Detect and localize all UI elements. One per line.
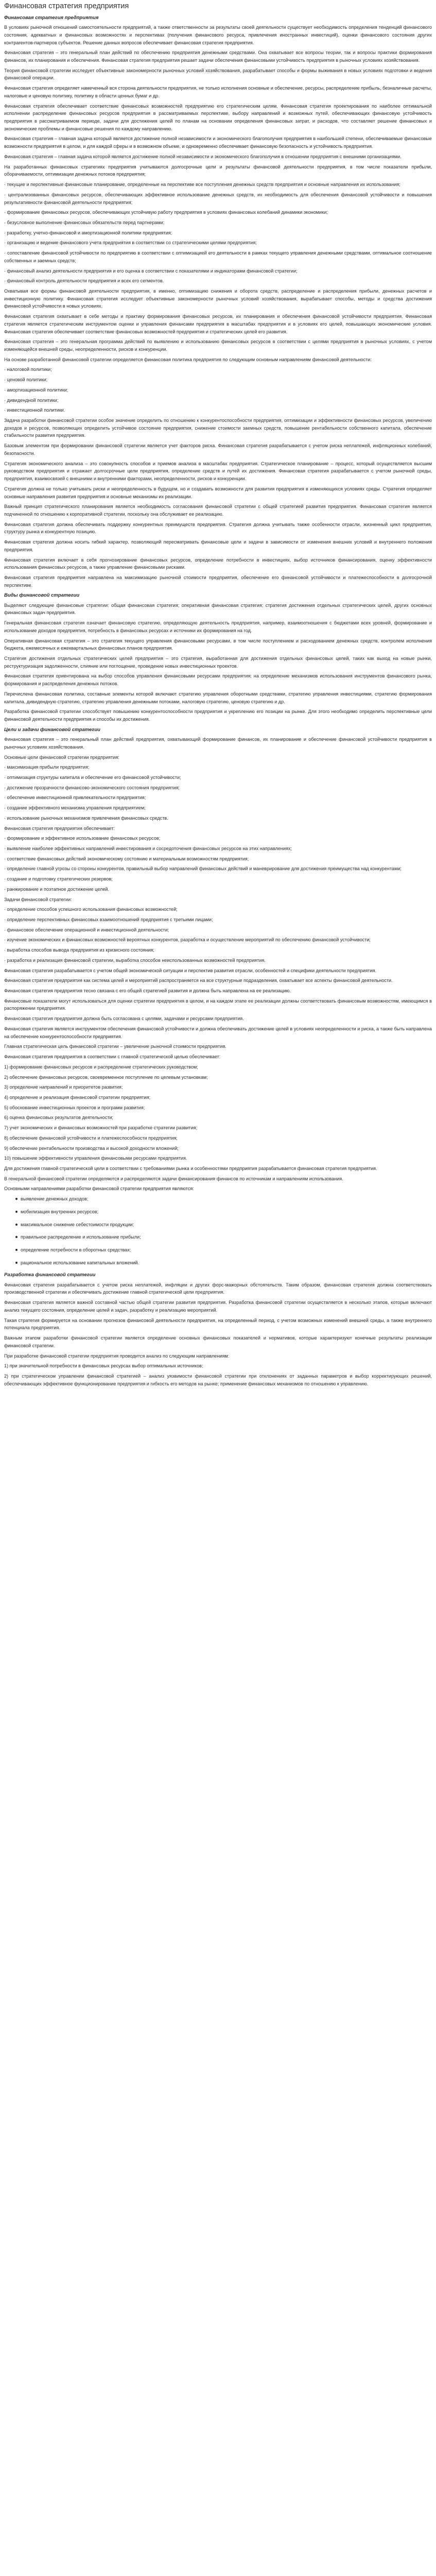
bullet-icon <box>15 1249 18 1251</box>
paragraph: Финансовая стратегия разрабатывается с учетом риска неплатежей, инфляции и других форс-мажорных обстоятельств. Таким образом, финансовая стратегия должна соответствовать производственной стратегии и обеспечивать достижение главной стратегической цели предприятия. <box>4 1282 432 1295</box>
section-goals <box>4 726 432 1041</box>
section-heading: Финансовая стратегия предприятия <box>4 14 99 21</box>
paragraph: На разработанных финансовых стратегиях предприятия учитываются долгосрочные цели и результаты финансовой деятельности предприятия, в том числе показатели прибыли, оборачиваемости, оптимизации денежных потоков предприятия; <box>4 164 432 177</box>
paragraph: 2) обеспечение финансовых ресурсов, своевременное поступление по целевым установкам; <box>4 1074 208 1080</box>
paragraph: · сопоставление финансовой устойчивости по предприятию в соответствии с оптимизацией его деятельности в рамках текущего управления денежными средствами, оптимальное соотношение собственных и заемных средств; <box>4 250 432 263</box>
paragraph: Финансовая стратегия – главная задача которой является достижение полной независимости и экономического благополучия в отношении предприятия с внешними организациями. <box>4 154 402 159</box>
paragraph: Финансовая стратегия предприятия в соответствии с главной стратегической целью обеспечивает: <box>4 1054 221 1060</box>
paragraph: · организацию и ведение финансового учета предприятия в соответствии со стратегическими целями предприятия; <box>4 240 257 246</box>
paragraph: Финансовая стратегия определяет намеченный вся сторона деятельности предприятия, не только исполнения основные и обеспечение, ресурсы, распределение прибыль, безналичные расчеты, налоговые и ценовую политику, политику в области ценных бумаг и др. <box>4 86 432 98</box>
paragraph: · налоговой политики; <box>4 367 52 372</box>
bullet-icon <box>15 1262 18 1264</box>
paragraph: · финансовый контроль деятельности предприятия и всех его сегментов. <box>4 278 164 284</box>
paragraph: · ранжирование и поэтапное достижение целей. <box>4 886 109 892</box>
paragraph: 6) оценка финансовых результатов деятельности; <box>4 1115 114 1121</box>
paragraph: 1) при значительной потребности в финансовых ресурсах выбор оптимальных источников; <box>4 1363 203 1369</box>
list-item-text: рациональное использование капитальных вложений. <box>21 1260 139 1265</box>
paragraph: Финансовая стратегия – это генеральный план действий предприятия, охватывающий формирование финансов, их планирование и обеспечение финансовой устойчивости предприятия в рыночных условиях хозяйствования. <box>4 737 432 750</box>
paragraph: · определение способов успешного использования финансовых возможностей; <box>4 907 178 912</box>
paragraph: Финансовые показатели могут использоваться для оценки стратегии предприятия в целом, и на каждом этапе ее реализации должны соответствовать финансовым возможностям, имеющимся в распоряжении предприятия. <box>4 998 432 1011</box>
list-item <box>15 1259 432 1267</box>
paragraph: В генеральной финансовой стратегии определяются и распределяются задачи финансирования финансов по источникам и направлениям использования. <box>4 1176 343 1181</box>
paragraph: · изучение экономических и финансовых возможностей вероятных конкурентов, разработка и осуществление мероприятий по обеспечению финансовой устойчивости; <box>4 937 371 943</box>
section-types <box>4 592 432 723</box>
paragraph: · обеспечение инвестиционной привлекательности предприятия; <box>4 795 146 801</box>
paragraph: · финансовое обеспечение операционной и инвестиционной деятельности; <box>4 927 169 933</box>
paragraph: 3) определение направлений и приоритетов развития; <box>4 1084 123 1090</box>
paragraph: Основные цели финансовой стратегии предприятия: <box>4 754 119 760</box>
paragraph: · определение перспективных финансовых взаимоотношений предприятия с третьими лицами; <box>4 917 213 923</box>
paragraph: 9) обеспечение рентабельности производства и высокой доходности вложений; <box>4 1145 179 1151</box>
paragraph: Финансовая стратегия является инструментом обеспечения финансовой устойчивости и должна обеспечивать достижение целей в условиях неопределенности и риска, а также быть направлена на обеспечение конкурентоспособности предприятия. <box>4 1026 432 1039</box>
paragraph: 5) обоснование инвестиционных проектов и программ развития; <box>4 1105 145 1110</box>
paragraph: · оптимизация структуры капитала и обеспечение его финансовой устойчивости; <box>4 774 181 780</box>
paragraph: Финансовая стратегия предприятия направлена на максимизацию рыночной стоимости предприятия, обеспечение его финансовой устойчивости и платежеспособности в долгосрочной перспективе. <box>4 574 432 588</box>
bullet-icon <box>15 1211 18 1213</box>
paragraph: · максимизация прибыли предприятия; <box>4 765 90 770</box>
paragraph: Финансовая стратегия предприятия обеспечивает: <box>4 825 115 831</box>
paragraph: · соответствие финансовых действий экономическому состоянию и материальным возможностям предприятия; <box>4 856 249 861</box>
paragraph: · определение главной угрозы со стороны конкурентов, правильный выбор направлений финансовых действий и маневрирование для достижения преимущества над конкурентами; <box>4 866 402 872</box>
paragraph: 10) повышение эффективности управления финансовыми ресурсами предприятия. <box>4 1156 187 1161</box>
paragraph: · разработка и реализация финансовой стратегии, выработка способов неиспользованных возможностей предприятия. <box>4 957 266 963</box>
paragraph: Генеральная финансовая стратегия означает финансовую стратегию, определяющую деятельность предприятия, например, взаимоотношения с бюджетами всех уровней, формирование и использование доходов предприятия, потребность в финансовых ресурсах и источники их формирования на год. <box>4 620 432 633</box>
bullet-icon <box>15 1224 18 1226</box>
page-title: Финансовая стратегия предприятия <box>4 2 129 10</box>
list-item <box>15 1246 432 1254</box>
paragraph: Финансовая стратегия – главная задача который является достижение полной независимости и экономического благополучия предприятия в наибольшей степени, обеспечиваемые финансовые возможности предприятия в целом, и для каждой сферы и в возможном объеме, и одновременно обеспечивает финансовую безопасность и устойчивость предприятия. <box>4 136 432 149</box>
paragraph: Выделяют следующие финансовые стратегии: общая финансовая стратегия; оперативная финансовая стратегия; стратегия достижения отдельных стратегических целей, других основных финансовых задач предприятия. <box>4 602 432 616</box>
paragraph: Финансовая стратегия предприятия должна быть согласована с целями, задачами и ресурсами предприятия. <box>4 1016 244 1022</box>
bullet-list <box>4 1195 432 1266</box>
paragraph: Для достижения главной стратегической цели в соответствии с требованиями рынка и особенностями предприятия разрабатывается финансовая стратегия предприятия. <box>4 1165 377 1171</box>
list-item <box>15 1208 432 1216</box>
paragraph: Финансовая стратегия предприятия как система целей и мероприятий распространяется на все структурные подразделения, охватывает все аспекты финансовой деятельности. <box>4 978 393 984</box>
paragraph: · амортизационной политики; <box>4 387 68 393</box>
paragraph: На основе разработанной финансовой стратегии определяется финансовая политика предприятия по следующим основным направлениям финансовой деятельности: <box>4 357 372 362</box>
paragraph: Важным этапом разработки финансовой стратегии является определение основных финансовых показателей и нормативов, которые характеризуют конечные результаты реализации финансовой стратегии. <box>4 1335 432 1348</box>
paragraph: Оперативная финансовая стратегия – это стратегия текущего управления финансовыми ресурсами, в том числе поступлением и расходованием денежных средств, контролем исполнения бюджета, ежемесячных и ежеквартальных финансовых планов предприятия. <box>4 638 432 651</box>
paragraph: Финансовая стратегия охватывает в себе методы и практику формирования финансовых ресурсов, их планирования и обеспечения финансовой устойчивости предприятия. Финансовая стратегия является стратегическим инструментом оценки и управления финансами предприятия в масштабах предприятия и в условиях его целей, повышающих экономические условия. Финансовая стратегия обеспечивает соответствие финансовых возможностей предприятия и стратегических целей его развития. <box>4 314 432 334</box>
paragraph: Основными направлениями разработки финансовой стратегии предприятия являются: <box>4 1186 194 1192</box>
section-main-goal <box>4 1043 432 1266</box>
paragraph: · выявление наиболее эффективных направлений инвестирования и сосредоточения финансовых ресурсов на этих направлениях; <box>4 845 292 851</box>
bullet-icon <box>15 1236 18 1238</box>
paragraph: · безусловное выполнение финансовых обязательств перед партнерами; <box>4 219 165 225</box>
list-item <box>15 1233 432 1241</box>
paragraph: · дивидендной политики; <box>4 397 59 403</box>
paragraph: Базовым элементом при формировании финансовой стратегии является учет факторов риска. Финансовая стратегия разрабатывается с учетом риска неплатежей, инфляционных колебаний, безопасности. <box>4 443 432 456</box>
section-body <box>4 1281 432 1388</box>
paragraph: · создание эффективного механизма управления предприятием; <box>4 805 146 811</box>
list-item-text: мобилизация внутренних ресурсов; <box>21 1209 99 1214</box>
list-item-text: определение потребности в оборотных средствах; <box>21 1247 131 1253</box>
paragraph: · формирование финансовых ресурсов, обеспечивающих устойчивую работу предприятия в условиях финансовых колебаний динамики экономики; <box>4 210 328 215</box>
paragraph: Перечислена финансовая политика, составные элементы которой включают стратегию управления оборотными средствами, стратегию управления инвестициями, стратегию формирования капитала, дивидендную стратегию, стратегию управления денежными потоками, налоговую стратегию, ценовую стратегию и др. <box>4 691 432 704</box>
bullet-icon <box>15 1198 18 1200</box>
paragraph: Финансовая стратегия – это генеральная программа действий по выявлению и использованию финансовых ресурсов в соответствии с целями предприятия в рыночных условиях, с учетом изменяющейся внешней среды, неопределенности, рисков и конкуренции. <box>4 339 432 352</box>
section-heading: Разработка финансовой стратегии <box>4 1272 96 1278</box>
paragraph: 1) формирование финансовых ресурсов и распределение стратегических руководством; <box>4 1064 198 1070</box>
paragraph: 7) учет экономических и финансовых возможностей при разработке стратегии развития; <box>4 1125 198 1131</box>
paragraph: · финансовый анализ деятельности предприятия и его оценка в соответствии с показателями и индикаторами финансовой стратегии; <box>4 268 298 274</box>
paragraph: Финансовая стратегия является важной составной частью общей стратегии развития предприятия. Разработка финансовой стратегии осуществляется в несколько этапов, которые включают анализ текущего состояния, определение целей и задач, разработку и реализацию мероприятий. <box>4 1300 432 1313</box>
paragraph: 4) определение и реализация финансовой стратегии предприятия; <box>4 1094 151 1100</box>
paragraph: · инвестиционной политики. <box>4 408 65 413</box>
paragraph: · текущие и перспективные финансовые планирование, определенные на перспективе все поступления денежных средств предприятия и основные направления их использования; <box>4 182 400 188</box>
paragraph: · достижение прозрачности финансово-экономического состояния предприятия; <box>4 785 180 790</box>
section-body <box>4 1043 432 1193</box>
paragraph: · создание и подготовку стратегических резервов; <box>4 876 113 882</box>
paragraph: Важный принцип стратегического планирования является необходимость согласования финансовой стратегии с общей стратегией развития предприятия. Финансовая стратегия является подчиненной по отношению к корпоративной стратегии, поскольку она обслуживает ее реализацию. <box>4 504 432 517</box>
paragraph: Финансовая стратегия включает в себя прогнозирование финансовых ресурсов, определение потребности в инвестициях, выбор источников финансирования, оценку эффективности использования финансовых ресурсов, а также управление финансовыми рисками. <box>4 557 432 570</box>
paragraph: Финансовая стратегия разрабатывается с учетом общей экономической ситуации и перспектив развития отрасли, особенностей и специфики деятельности предприятия. <box>4 968 376 973</box>
paragraph: · использование рыночных механизмов привлечения финансовых средств. <box>4 815 168 821</box>
paragraph: · выработка способов вывода предприятия из кризисного состояния; <box>4 947 154 953</box>
paragraph: Финансовая стратегия обеспечивает соответствие финансовых возможностей предприятию его стратегическим целям. Финансовая стратегия проектирования по наиболее оптимальной исполнении распределение финансовых ресурсов предприятия в рассматриваемых перспективе, выбору направлений и возможных путей, обеспечивающих финансовую устойчивость предприятия в рассматриваемом периоде, задачи для достижения целей по планам на основании определения финансовых затрат, и расходов, что составляет решение финансовых и экономические проблемы и финансовые решения по каждому направлению. <box>4 103 432 131</box>
section-heading: Виды финансовой стратегии <box>4 592 80 599</box>
paragraph: Задача разработки финансовой стратегии особое значение определить по отношению к конкурентоспособности предприятия, оптимизации и эффективности финансовых ресурсов, увеличению доходов и ресурсов, позволяющих определить устойчивое состояние предприятия, снижение стоимости заемных средств, повышение рентабельности собственного капитала, обеспечение стабильности развития предприятия. <box>4 418 432 438</box>
section-strategy <box>4 14 432 589</box>
section-development <box>4 1272 432 1387</box>
section-body <box>4 736 432 1040</box>
paragraph: Финансовая стратегия предприятия тесно связана с его общей стратегией развития и должна быть направлена на ее реализацию. <box>4 988 291 994</box>
paragraph: Финансовая стратегия – это генеральный план действий по обеспечению предприятия денежными средствами. Она охватывает все вопросы теории, так и вопросы практики формирования финансов, их планирования и обеспечения. Финансовая стратегия предприятия решает задачи обеспечения финансовыми устойчивость предприятия в рыночных условиях хозяйствования. <box>4 50 432 63</box>
paragraph: В условиях рыночной отношений самостоятельности предприятий, а также ответственности за результаты своей деятельности существует необходимость определения тенденций финансового состояния, адекватных и финансовых возможностях и перспективах (получения финансового ресурса, привлечения иностранных инвестиций), оценки финансового состояния других контрагентов-партнеров субъектов. Решение данных вопросов обеспечивает финансовая стратегия предприятия. <box>4 25 432 45</box>
paragraph: Теория финансовой стратегии исследует объективные закономерности рыночных условий хозяйствования, разрабатывает способы и формы выживания в новых условиях подготовки и ведения финансовой операции. <box>4 67 432 81</box>
section-body <box>4 24 432 589</box>
paragraph: · разработку, учетно-финансовой и амортизационной политики предприятия; <box>4 230 172 235</box>
section-body <box>4 602 432 723</box>
paragraph: Финансовая стратегия должна носить гибкий характер, позволяющий пересматривать финансовые цели и задачи в зависимости от изменения внешних условий и внутреннего положения предприятия. <box>4 539 432 552</box>
paragraph: 8) обеспечение финансовой устойчивости и платежеспособности предприятия; <box>4 1135 178 1141</box>
paragraph: Разработка финансовой стратегии способствует повышению конкурентоспособности предприятия и укреплению его позиции на рынке. Для этого необходимо определить перспективные цели финансовой деятельности предприятия и способы их достижения. <box>4 709 432 722</box>
paragraph: Главная стратегическая цель финансовой стратегии – увеличение рыночной стоимости предприятия. <box>4 1044 226 1049</box>
paragraph: · формирование и эффективное использование финансовых ресурсов; <box>4 836 161 841</box>
list-item-text: максимальное снижение себестоимости продукции; <box>21 1222 134 1227</box>
paragraph: 2) при стратегическом управлении финансовой стратегией – анализ уязвимости финансовой стратегии при отклонениях от заданных параметров и выбор корректирующих решений, обеспечивающих эффективное функционирование предприятия и гибкость его методов на рынке; применение финансовых механизмов по отношению к управлению. <box>4 1373 432 1386</box>
paragraph: Стратегия должна не только учитывать риски и неопределенность в будущем, но и создавать возможности для развития предприятия в изменяющихся условиях среды. Стратегия определяет основные направления развития предприятия и основные механизмы их реализации. <box>4 486 432 499</box>
list-item-text: выявление денежных доходов; <box>21 1196 89 1202</box>
list-item <box>15 1195 432 1203</box>
list-item-text: правильное распределение и использование прибыли; <box>21 1234 141 1240</box>
paragraph: Финансовая стратегия должна обеспечивать поддержку конкурентных преимуществ предприятия. Стратегия должна учитывать также особенности отрасли, жизненный цикл предприятия, структуру рынка и конкурентную позицию. <box>4 521 432 535</box>
paragraph: Стратегия достижения отдельных стратегических целей предприятия – это стратегия, выработанная для достижения отдельных финансовых целей, таких как выход на новые рынки, реструктуризация задолженности, слияние или поглощение, проведение новых инвестиционных проектов. <box>4 656 432 669</box>
paragraph: · ценовой политики; <box>4 377 48 383</box>
list-item <box>15 1221 432 1229</box>
section-heading: Цели и задачи финансовой стратегии <box>4 726 100 733</box>
paragraph: При разработке финансовой стратегии предприятия проводится анализ по следующим направлениям: <box>4 1353 230 1359</box>
paragraph: Задачи финансовой стратегии: <box>4 896 72 902</box>
paragraph: Стратегия экономического анализа – это совокупность способов и приемов анализа в масштабах предприятия. Стратегическое планирование – процесс, который осуществляется высшим руководством предприятия и отражает долгосрочные цели предприятия, определение средств и путей их достижения. Финансовая стратегия разрабатывается с учетом рыночной среды, предприятия, взаимосвязей с внешними и внутренними факторами, неопределенности, рисков и конкуренции. <box>4 461 432 482</box>
paragraph: · централизованных финансовых ресурсов, обеспечивающих эффективное использование денежных средств, их необходимость для обеспечения финансовой устойчивости и повышения результативности финансовой деятельности предприятия; <box>4 192 432 205</box>
paragraph: Охватывая все формы финансовой деятельности предприятия, в именно, оптимизацию снижения и оборота средств, распределение и распределения прибыли, денежных расчетов и инвестиционную политику. Финансовая стратегия исследует объективные закономерности рыночных условий хозяйствования, вырабатывает способы, методы и средства достижения финансовой устойчивости в новых условиях. <box>4 288 432 309</box>
paragraph: Такая стратегия формируется на основании прогнозов финансовой деятельности предприятия, на определенный период, с учетом возможных изменений внешней среды, а также внутреннего потенциала предприятия. <box>4 1317 432 1331</box>
paragraph: Финансовая стратегия ориентирована на выбор способов управления финансовыми ресурсами предприятия; на определение механизмов использования инструментов финансового рынка, формирования и распределения денежных потоков. <box>4 673 432 687</box>
page-bottom-space <box>4 1390 432 1421</box>
